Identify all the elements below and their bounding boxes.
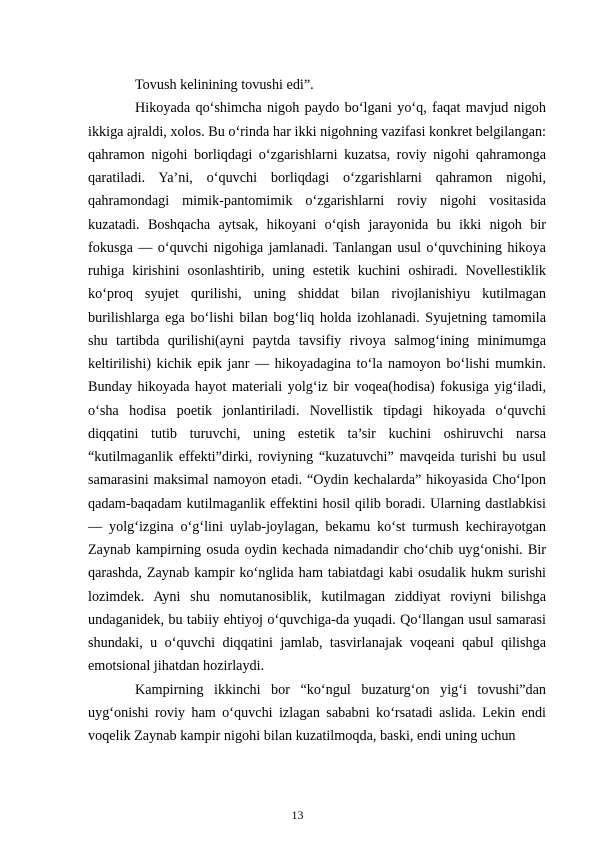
page-number: 13 bbox=[291, 808, 304, 822]
paragraph-3: Kampirning ikkinchi bor “ko‘ngul buzaturg‘on yig‘i tovushi”dan uyg‘onishi roviy ham o‘quvchi izlagan sababni ko‘rsatadi aslida. Lekin endi voqelik Zaynab kampir nigohi bilan kuzatilmoqda, baski, endi uning uchun bbox=[88, 681, 546, 744]
page-body bbox=[88, 74, 546, 748]
paragraph-1: Tovush kelinining tovushi edi”. bbox=[135, 77, 314, 93]
paragraph-2: Hikoyada qo‘shimcha nigoh paydo bo‘lgani yo‘q, faqat mavjud nigoh ikkiga ajraldi, xolos. Bu o‘rinda har ikki nigohning vazifasi konkret belgilangan: qahramon nigohi borliqdagi o‘zgarishlarni kuzatsa, roviy nigohi qahramonga qaratiladi. Ya’ni, o‘quvchi borliqdagi o‘zgarishlarni qahramon nigohi, qahramondagi mimik-pantomimik o‘zgarishlarni roviy nigohi vositasida kuzatadi. Boshqacha aytsak, hikoyani o‘qish jarayonida bu ikki nigoh bir fokusga — o‘quvchi nigohiga jamlanadi. Tanlangan usul o‘quvchining hikoya ruhiga kirishini osonlashtirib, uning estetik kuchini oshiradi. Novellestiklik ko‘proq syujet qurilishi, uning shiddat bilan rivojlanishiyu kutilmagan burilishlarga ega bo‘lishi bilan bog‘liq holda izohlanadi. Syujetning tamomila shu tartibda qurilishi(ayni paytda tavsifiy rivoya salmog‘ining minimumga keltirilishi) kichik epik janr — hikoyadagina to‘la namoyon bo‘lishi mumkin. Bunday hikoyada hayot materiali yolg‘iz bir voqea(hodisa) fokusiga yig‘iladi, o‘sha hodisa poetik jonlantiriladi. Novellistik tipdagi hikoyada o‘quvchi diqqatini tutib turuvchi, uning estetik ta’sir kuchini oshiruvchi narsa “kutilmaganlik effekti”dirki, roviyning “kuzatuvchi” mavqeida turishi bu usul samarasini maksimal namoyon etadi. “Oydin kechalarda” hikoyasida Cho‘lpon qadam-baqadam kutilmaganlik effektini hosil qilib boradi. Ularning dastlabkisi — yolg‘izgina o‘g‘lini uylab-joylagan, bekamu ko‘st turmush kechirayotgan Zaynab kampirning osuda oydin kechada nimadandir cho‘chib uyg‘onishi. Bir qarashda, Zaynab kampir ko‘nglida ham tabiatdagi kabi osudalik hukm surishi lozimdek. Ayni shu nomutanosiblik, kutilmagan ziddiyat roviyni bilishga undaganidek, bu tabiiy ehtiyoj o‘quvchiga-da yuqadi. Qo‘llangan usul samarasi shundaki, u o‘quvchi diqqatini jamlab, tasvirlanajak voqeani qabul qilishga emotsional jihatdan hozirlaydi. bbox=[88, 100, 546, 675]
